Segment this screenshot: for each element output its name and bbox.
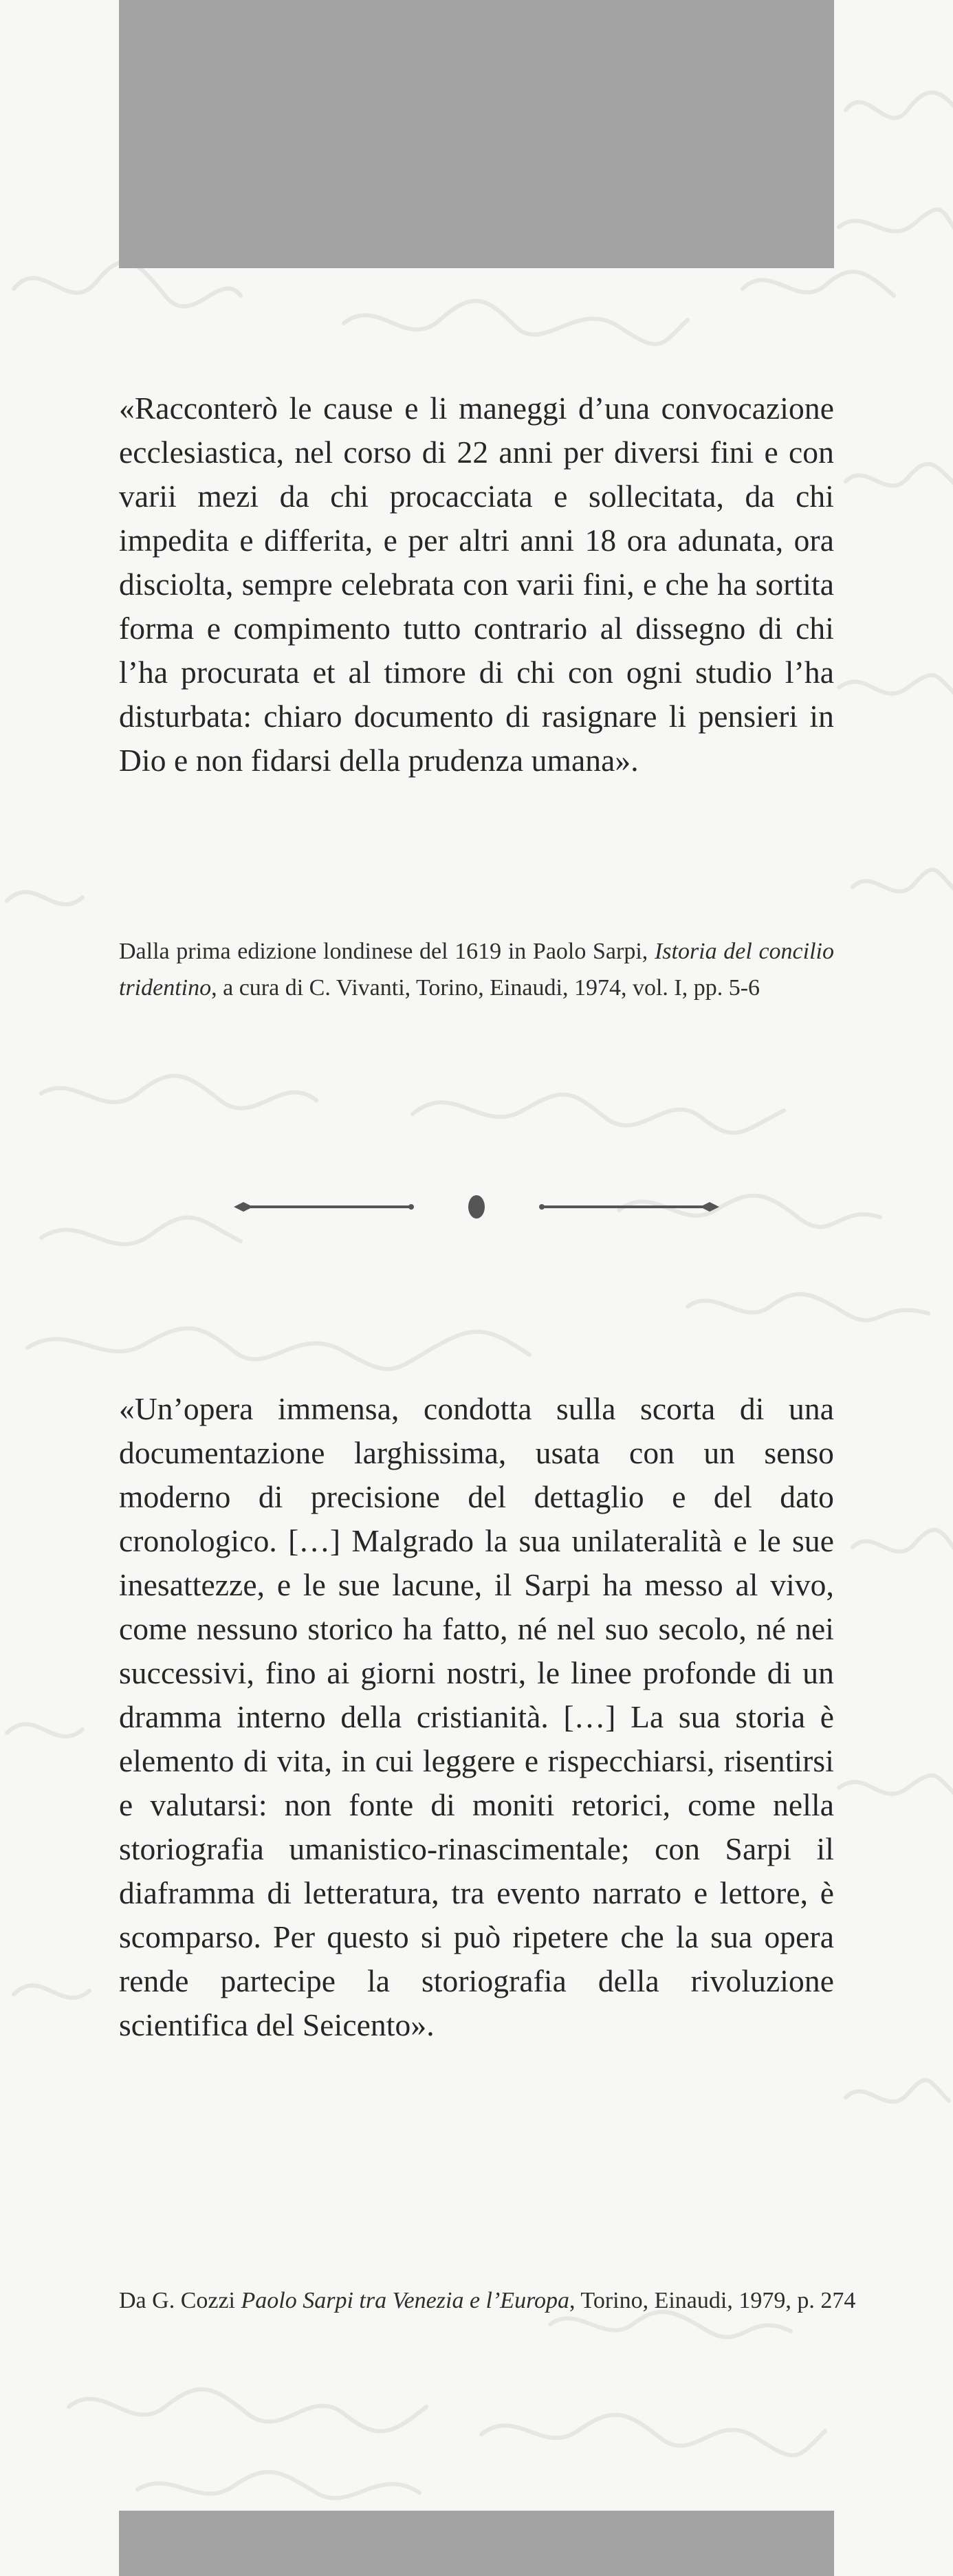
citation-cozzi-suffix: , Torino, Einaudi, 1979, p. 274 [569, 2288, 856, 2313]
bottom-gray-bar [119, 2511, 834, 2576]
quote-cozzi: «Un’opera immensa, condotta sulla scorta di una documentazione larghissima, usata con un senso moderno di precisione del dettaglio e del dato cronologico. […] Malgrado la sua unilateralità e le sue inesattezze, e le sue lacune, il Sarpi ha messo al vivo, come nessuno storico ha fatto, né nel suo secolo, né nei successivi, fino ai giorni nostri, le linee profonde di un dramma interno della cristianità. […] La sua storia è elemento di vita, in cui leggere e rispecchiarsi, risentirsi e valutarsi: non fonte di moniti retorici, come nella storiografia umanistico-rinascimentale; con Sarpi il diaframma di letteratura, tra evento narrato e lettore, è scomparso. Per questo si può ripetere che la sua opera rende partecipe la storiografia della rivoluzione scientifica del Seicento». [119, 1391, 834, 2042]
citation-sarpi-suffix: , a cura di C. Vivanti, Torino, Einaudi, 1974, vol. I, pp. 5-6 [211, 975, 760, 1001]
citation-sarpi-title: Istoria del concilio tridentino [119, 939, 834, 1001]
ornamental-divider-icon [234, 1183, 719, 1231]
citation-sarpi [119, 933, 834, 1006]
citation-cozzi-prefix: Da G. Cozzi [119, 2288, 241, 2313]
top-gray-bar [119, 0, 834, 268]
citation-cozzi [119, 2282, 856, 2319]
citation-cozzi-title: Paolo Sarpi tra Venezia e l’Europa [241, 2288, 570, 2313]
quote-sarpi: «Racconterò le cause e li maneggi d’una convocazione ecclesiastica, nel corso di 22 anni per diversi fini e con varii mezi da chi procacciata e sollecitata, da chi impedita e differita, e per altri anni 18 ora adunata, ora disciolta, sempre celebrata con varii fini, e che ha sortita forma e compimento tutto contrario al dissegno di chi l’ha procurata et al timore di chi con ogni studio l’ha disturbata: chiaro documento di rasignare li pensieri in Dio e non fidarsi della prudenza umana». [119, 391, 834, 778]
citation-sarpi-prefix: Dalla prima edizione londinese del 1619 in Paolo Sarpi, [119, 939, 648, 964]
